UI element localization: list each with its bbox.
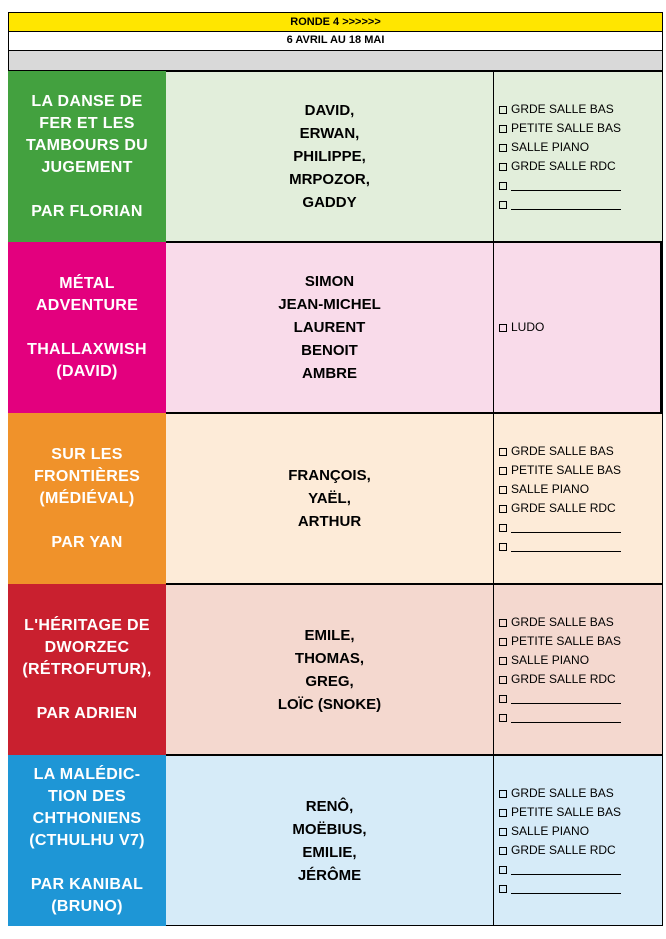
player-name: LAURENT bbox=[293, 319, 366, 336]
session-title-line: (RÉTROFUTUR), bbox=[22, 660, 152, 678]
player-name: BENOIT bbox=[301, 342, 358, 359]
room-label: GRDE SALLE BAS bbox=[511, 785, 614, 800]
checkbox-icon[interactable] bbox=[499, 125, 507, 133]
player-name: DAVID, bbox=[304, 102, 355, 119]
checkbox-icon[interactable] bbox=[499, 324, 507, 332]
checkbox-icon[interactable] bbox=[499, 619, 507, 627]
checkbox-icon[interactable] bbox=[499, 714, 507, 722]
title-author-gap bbox=[12, 510, 162, 532]
blank-write-in-line[interactable] bbox=[511, 863, 621, 875]
session-author-line: (DAVID) bbox=[56, 362, 118, 380]
room-option[interactable] bbox=[499, 442, 662, 461]
room-option[interactable] bbox=[499, 822, 662, 841]
title-author-gap bbox=[12, 317, 162, 339]
title-author-gap bbox=[12, 852, 162, 874]
session-title-line: ADVENTURE bbox=[35, 296, 139, 314]
player-name: RENÔ, bbox=[305, 797, 354, 815]
room-options-cell bbox=[494, 755, 663, 926]
player-name: YAËL, bbox=[308, 490, 351, 507]
checkbox-icon[interactable] bbox=[499, 676, 507, 684]
schedule-sheet bbox=[8, 12, 663, 926]
players-cell bbox=[166, 71, 494, 242]
players-cell bbox=[166, 242, 494, 413]
room-option[interactable] bbox=[499, 613, 662, 632]
room-label: SALLE PIANO bbox=[511, 823, 590, 838]
room-option[interactable] bbox=[499, 119, 662, 138]
checkbox-icon[interactable] bbox=[499, 524, 507, 532]
room-label: GRDE SALLE RDC bbox=[511, 158, 616, 173]
session-title-line: SUR LES bbox=[51, 445, 123, 463]
player-name: MOËBIUS, bbox=[292, 820, 367, 838]
player-name: JÉRÔME bbox=[297, 866, 362, 884]
room-option[interactable] bbox=[499, 499, 662, 518]
room-option-blank[interactable] bbox=[499, 195, 662, 214]
player-name: JEAN-MICHEL bbox=[278, 296, 381, 313]
session-title-cell bbox=[8, 755, 166, 926]
player-name: GREG, bbox=[305, 672, 354, 690]
session-title-line: DWORZEC bbox=[44, 638, 130, 656]
checkbox-icon[interactable] bbox=[499, 809, 507, 817]
session-title-line: LA MALÉDIC- bbox=[33, 765, 141, 783]
session-author-line: (BRUNO) bbox=[51, 897, 123, 915]
player-name: AMBRE bbox=[302, 365, 357, 382]
player-name: MRPOZOR, bbox=[289, 171, 370, 188]
session-table bbox=[8, 71, 663, 926]
room-options-cell bbox=[494, 242, 663, 413]
checkbox-icon[interactable] bbox=[499, 638, 507, 646]
round-title: RONDE 4 >>>>>> bbox=[8, 12, 663, 32]
session-author-line: PAR FLORIAN bbox=[31, 202, 143, 220]
room-label: PETITE SALLE BAS bbox=[511, 804, 622, 819]
room-option[interactable] bbox=[499, 480, 662, 499]
session-author-line: PAR YAN bbox=[51, 533, 123, 551]
room-label: SALLE PIANO bbox=[511, 139, 590, 154]
room-label: GRDE SALLE BAS bbox=[511, 614, 614, 629]
session-title-line: L'HÉRITAGE DE bbox=[24, 616, 150, 634]
session-title-cell bbox=[8, 242, 166, 413]
session-row bbox=[8, 584, 663, 755]
checkbox-icon[interactable] bbox=[499, 486, 507, 494]
title-author-gap bbox=[12, 681, 162, 703]
session-title-line: LA DANSE DE bbox=[31, 92, 143, 110]
session-row bbox=[8, 755, 663, 926]
room-option[interactable] bbox=[499, 632, 662, 651]
room-label: GRDE SALLE BAS bbox=[511, 443, 614, 458]
room-label: GRDE SALLE RDC bbox=[511, 842, 616, 857]
room-option-blank[interactable] bbox=[499, 689, 662, 708]
checkbox-icon[interactable] bbox=[499, 106, 507, 114]
player-name: GADDY bbox=[302, 194, 357, 211]
checkbox-icon[interactable] bbox=[499, 847, 507, 855]
session-title-line: CHTHONIENS bbox=[32, 809, 142, 827]
session-author-line: PAR ADRIEN bbox=[36, 704, 138, 722]
session-title-line: (CTHULHU V7) bbox=[29, 831, 145, 849]
checkbox-icon[interactable] bbox=[499, 885, 507, 893]
player-name: EMILE, bbox=[304, 626, 355, 644]
player-name: ARTHUR bbox=[297, 513, 362, 530]
checkbox-icon[interactable] bbox=[499, 182, 507, 190]
checkbox-icon[interactable] bbox=[499, 163, 507, 171]
room-label: PETITE SALLE BAS bbox=[511, 462, 622, 477]
checkbox-icon[interactable] bbox=[499, 505, 507, 513]
player-name: ERWAN, bbox=[299, 125, 360, 142]
session-title-line: FRONTIÈRES bbox=[33, 467, 141, 485]
player-name: THOMAS, bbox=[294, 649, 365, 667]
player-name: EMILIE, bbox=[302, 843, 357, 861]
room-options-cell bbox=[494, 71, 663, 242]
blank-write-in-line[interactable] bbox=[511, 711, 621, 723]
session-title-cell bbox=[8, 71, 166, 242]
room-option-blank[interactable] bbox=[499, 518, 662, 537]
blank-write-in-line[interactable] bbox=[511, 540, 621, 552]
room-option[interactable] bbox=[499, 651, 662, 670]
session-title-line: FER ET LES bbox=[39, 114, 135, 132]
checkbox-icon[interactable] bbox=[499, 448, 507, 456]
room-option[interactable] bbox=[499, 841, 662, 860]
room-option-blank[interactable] bbox=[499, 879, 662, 898]
checkbox-icon[interactable] bbox=[499, 695, 507, 703]
room-label: GRDE SALLE BAS bbox=[511, 101, 614, 116]
session-title-line: MÉTAL bbox=[59, 274, 115, 292]
room-option[interactable] bbox=[499, 138, 662, 157]
room-label: GRDE SALLE RDC bbox=[511, 500, 616, 515]
blank-write-in-line[interactable] bbox=[511, 179, 621, 191]
room-option[interactable] bbox=[499, 100, 662, 119]
player-name: LOÏC (SNOKE) bbox=[277, 695, 382, 713]
round-dates: 6 AVRIL AU 18 MAI bbox=[8, 32, 663, 51]
room-options-cell bbox=[494, 584, 663, 755]
session-title-line: JUGEMENT bbox=[41, 158, 133, 176]
checkbox-icon[interactable] bbox=[499, 467, 507, 475]
header-spacer bbox=[8, 51, 663, 71]
room-option[interactable] bbox=[499, 670, 662, 689]
player-name: PHILIPPE, bbox=[293, 148, 366, 165]
room-option-blank[interactable] bbox=[499, 860, 662, 879]
blank-write-in-line[interactable] bbox=[511, 198, 621, 210]
blank-write-in-line[interactable] bbox=[511, 521, 621, 533]
room-option-blank[interactable] bbox=[499, 176, 662, 195]
players-cell bbox=[166, 413, 494, 584]
title-author-gap bbox=[12, 179, 162, 201]
room-label: SALLE PIANO bbox=[511, 481, 590, 496]
session-row bbox=[8, 71, 663, 242]
player-name: SIMON bbox=[304, 273, 355, 290]
room-label: SALLE PIANO bbox=[511, 652, 590, 667]
session-title-cell bbox=[8, 584, 166, 755]
room-label: PETITE SALLE BAS bbox=[511, 633, 622, 648]
room-option-blank[interactable] bbox=[499, 708, 662, 727]
player-name: FRANÇOIS, bbox=[288, 467, 371, 484]
room-option[interactable] bbox=[499, 784, 662, 803]
checkbox-icon[interactable] bbox=[499, 144, 507, 152]
checkbox-icon[interactable] bbox=[499, 790, 507, 798]
session-title-line: (MÉDIÉVAL) bbox=[39, 489, 135, 507]
room-option[interactable] bbox=[499, 461, 662, 480]
room-option[interactable] bbox=[499, 318, 660, 337]
session-title-line: TION DES bbox=[48, 787, 126, 805]
checkbox-icon[interactable] bbox=[499, 201, 507, 209]
room-label: PETITE SALLE BAS bbox=[511, 120, 622, 135]
players-cell bbox=[166, 755, 494, 926]
checkbox-icon[interactable] bbox=[499, 866, 507, 874]
session-title-cell bbox=[8, 413, 166, 584]
session-title-line: TAMBOURS DU bbox=[25, 136, 149, 154]
session-row bbox=[8, 413, 663, 584]
blank-write-in-line[interactable] bbox=[511, 882, 621, 894]
room-label: LUDO bbox=[511, 320, 545, 334]
session-author-line: THALLAXWISH bbox=[27, 340, 147, 358]
players-cell bbox=[166, 584, 494, 755]
room-option[interactable] bbox=[499, 157, 662, 176]
checkbox-icon[interactable] bbox=[499, 543, 507, 551]
room-options-cell bbox=[494, 413, 663, 584]
room-label: GRDE SALLE RDC bbox=[511, 671, 616, 686]
checkbox-icon[interactable] bbox=[499, 657, 507, 665]
session-author-line: PAR KANIBAL bbox=[30, 875, 144, 893]
session-row bbox=[8, 242, 663, 413]
checkbox-icon[interactable] bbox=[499, 828, 507, 836]
blank-write-in-line[interactable] bbox=[511, 692, 621, 704]
room-option-blank[interactable] bbox=[499, 537, 662, 556]
room-option[interactable] bbox=[499, 803, 662, 822]
